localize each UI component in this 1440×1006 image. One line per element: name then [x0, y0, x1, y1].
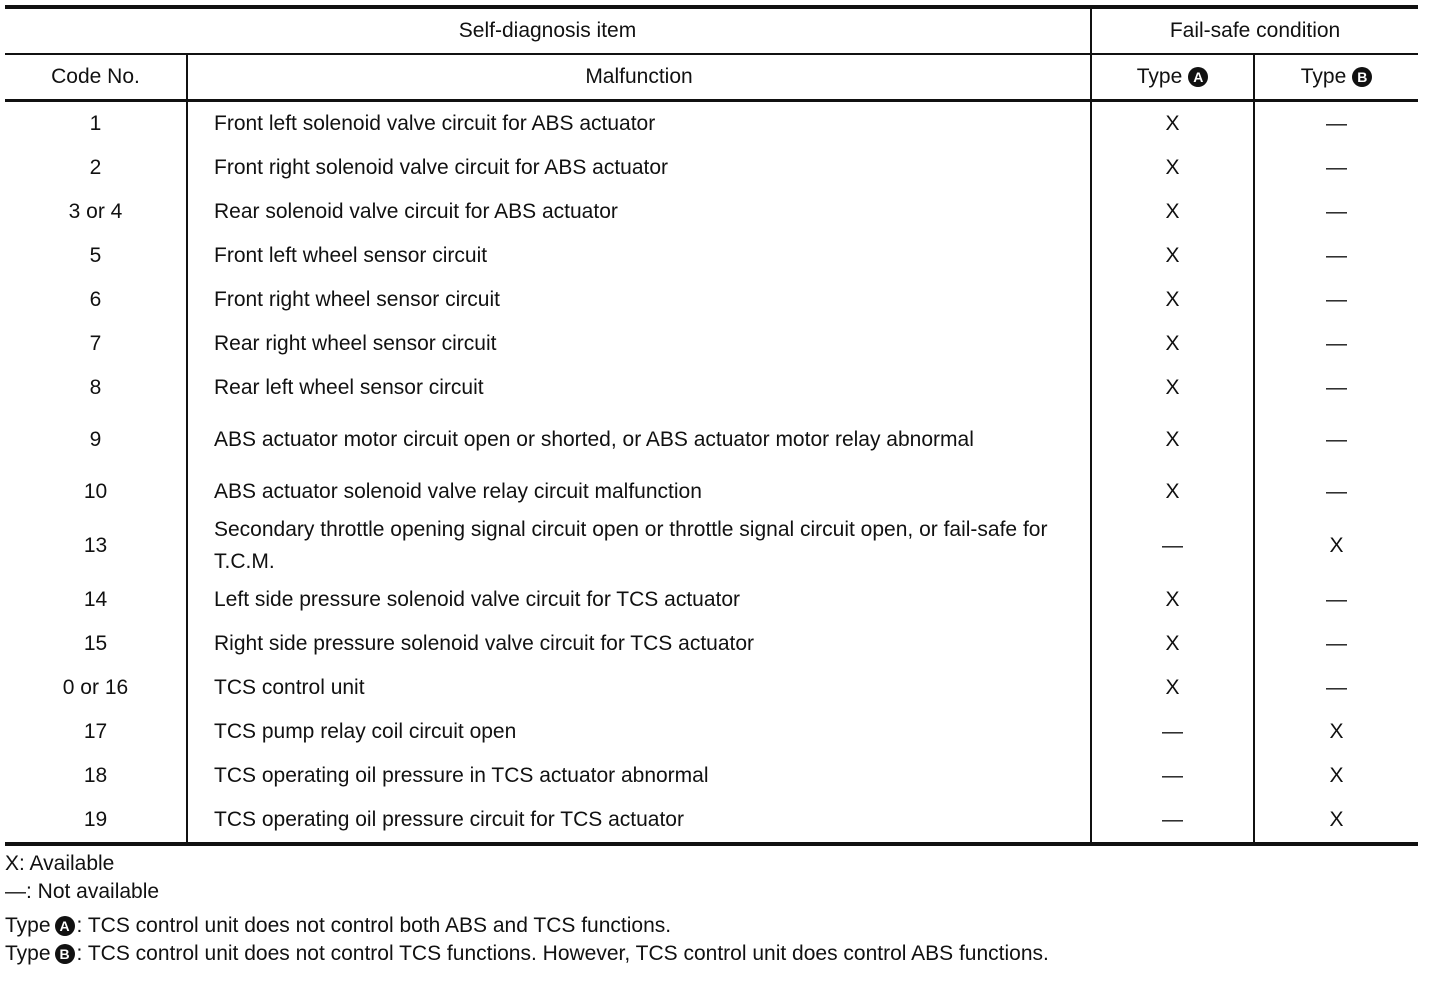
type-b-cell: X: [1254, 710, 1418, 754]
type-a-cell: X: [1091, 470, 1254, 514]
malfunction-cell: Rear solenoid valve circuit for ABS actuator: [187, 190, 1091, 234]
type-b-cell: —: [1254, 101, 1418, 147]
malfunction-cell: TCS control unit: [187, 666, 1091, 710]
circled-a-symbol: A: [1188, 67, 1208, 87]
type-a-cell: X: [1091, 322, 1254, 366]
type-a-cell: X: [1091, 101, 1254, 147]
type-a-cell: X: [1091, 278, 1254, 322]
header-fail-safe-condition: Fail-safe condition: [1091, 7, 1418, 54]
malfunction-cell: Rear left wheel sensor circuit: [187, 366, 1091, 410]
malfunction-cell: Front right wheel sensor circuit: [187, 278, 1091, 322]
header-type-b: [1254, 54, 1418, 101]
table-row: [5, 514, 1418, 578]
malfunction-cell: Right side pressure solenoid valve circuit for TCS actuator: [187, 622, 1091, 666]
header-type-a: [1091, 54, 1254, 101]
legend-circled-a-symbol: A: [55, 916, 75, 936]
malfunction-cell: Front left wheel sensor circuit: [187, 234, 1091, 278]
code-cell: 8: [89, 376, 102, 399]
table-row: [5, 101, 1418, 147]
malfunction-cell: Front right solenoid valve circuit for ABS actuator: [187, 146, 1091, 190]
legend-type-a: [5, 912, 1418, 940]
code-cell: 9: [89, 428, 102, 451]
code-cell: 17: [83, 720, 108, 743]
type-b-cell: —: [1254, 470, 1418, 514]
legend-not-available: —: Not available: [5, 880, 160, 903]
table-row: [5, 410, 1418, 470]
malfunction-cell: TCS operating oil pressure in TCS actuator abnormal: [187, 754, 1091, 798]
code-cell: 15: [83, 632, 108, 655]
type-b-cell: —: [1254, 322, 1418, 366]
legend-type-b-text: : TCS control unit does not control TCS functions. However, TCS control unit does control ABS functions.: [76, 942, 1049, 965]
table-header-row-columns: [5, 54, 1418, 101]
table-row: [5, 278, 1418, 322]
code-cell: 19: [83, 808, 108, 831]
table-row: [5, 710, 1418, 754]
table-row: [5, 754, 1418, 798]
legend-type-a-text: : TCS control unit does not control both ABS and TCS functions.: [76, 914, 672, 937]
type-a-cell: X: [1091, 190, 1254, 234]
type-a-cell: X: [1091, 366, 1254, 410]
type-b-cell: —: [1254, 146, 1418, 190]
header-type-b-label: Type: [1300, 65, 1347, 88]
code-cell: 2: [89, 156, 102, 179]
type-a-cell: —: [1091, 514, 1254, 578]
type-a-cell: X: [1091, 666, 1254, 710]
type-b-cell: X: [1254, 798, 1418, 844]
header-malfunction: Malfunction: [187, 54, 1091, 101]
header-type-a-label: Type: [1136, 65, 1183, 88]
table-body: [5, 101, 1418, 845]
table-row: [5, 470, 1418, 514]
malfunction-cell: Secondary throttle opening signal circuit open or throttle signal circuit open, or fail-safe for T.C.M.: [187, 514, 1091, 578]
code-cell: 5: [89, 244, 102, 267]
self-diagnosis-table: [5, 5, 1418, 846]
type-a-cell: X: [1091, 578, 1254, 622]
type-a-cell: X: [1091, 146, 1254, 190]
malfunction-cell: TCS pump relay coil circuit open: [187, 710, 1091, 754]
legend-type-b-word: Type: [5, 942, 51, 965]
table-row: [5, 190, 1418, 234]
type-b-cell: X: [1254, 754, 1418, 798]
table-row: [5, 146, 1418, 190]
type-b-cell: —: [1254, 410, 1418, 470]
type-b-cell: —: [1254, 234, 1418, 278]
table-row: [5, 622, 1418, 666]
code-cell: 7: [89, 332, 102, 355]
legend: [5, 850, 1418, 968]
malfunction-cell: Rear right wheel sensor circuit: [187, 322, 1091, 366]
code-cell: 0 or 16: [62, 676, 129, 699]
circled-b-symbol: B: [1352, 67, 1372, 87]
type-b-cell: —: [1254, 190, 1418, 234]
malfunction-cell: ABS actuator solenoid valve relay circuit malfunction: [187, 470, 1091, 514]
type-a-cell: —: [1091, 798, 1254, 844]
type-b-cell: X: [1254, 514, 1418, 578]
malfunction-cell: TCS operating oil pressure circuit for TCS actuator: [187, 798, 1091, 844]
malfunction-cell: Front left solenoid valve circuit for ABS actuator: [187, 101, 1091, 147]
legend-type-a-word: Type: [5, 914, 51, 937]
type-b-cell: —: [1254, 278, 1418, 322]
type-b-cell: —: [1254, 666, 1418, 710]
header-code-no: Code No.: [5, 54, 187, 101]
code-cell: 6: [89, 288, 102, 311]
type-a-cell: X: [1091, 234, 1254, 278]
legend-type-b: [5, 940, 1418, 968]
document-page: [5, 5, 1418, 968]
table-row: [5, 578, 1418, 622]
code-cell: 10: [83, 480, 108, 503]
malfunction-cell: Left side pressure solenoid valve circuit for TCS actuator: [187, 578, 1091, 622]
type-a-cell: —: [1091, 754, 1254, 798]
legend-circled-b-symbol: B: [55, 944, 75, 964]
table-row: [5, 366, 1418, 410]
table-row: [5, 322, 1418, 366]
malfunction-cell: ABS actuator motor circuit open or shorted, or ABS actuator motor relay abnormal: [187, 410, 1091, 470]
table-row: [5, 666, 1418, 710]
type-b-cell: —: [1254, 622, 1418, 666]
type-b-cell: —: [1254, 366, 1418, 410]
code-cell: 13: [83, 534, 108, 557]
type-a-cell: X: [1091, 410, 1254, 470]
table-row: [5, 234, 1418, 278]
legend-available: X: Available: [5, 852, 115, 875]
code-cell: 3 or 4: [68, 200, 123, 223]
type-a-cell: —: [1091, 710, 1254, 754]
header-self-diagnosis-item: Self-diagnosis item: [5, 7, 1091, 54]
code-cell: 1: [89, 112, 102, 135]
code-cell: 18: [83, 764, 108, 787]
type-a-cell: X: [1091, 622, 1254, 666]
table-row: [5, 798, 1418, 844]
table-header-row-group: [5, 7, 1418, 54]
code-cell: 14: [83, 588, 108, 611]
type-b-cell: —: [1254, 578, 1418, 622]
